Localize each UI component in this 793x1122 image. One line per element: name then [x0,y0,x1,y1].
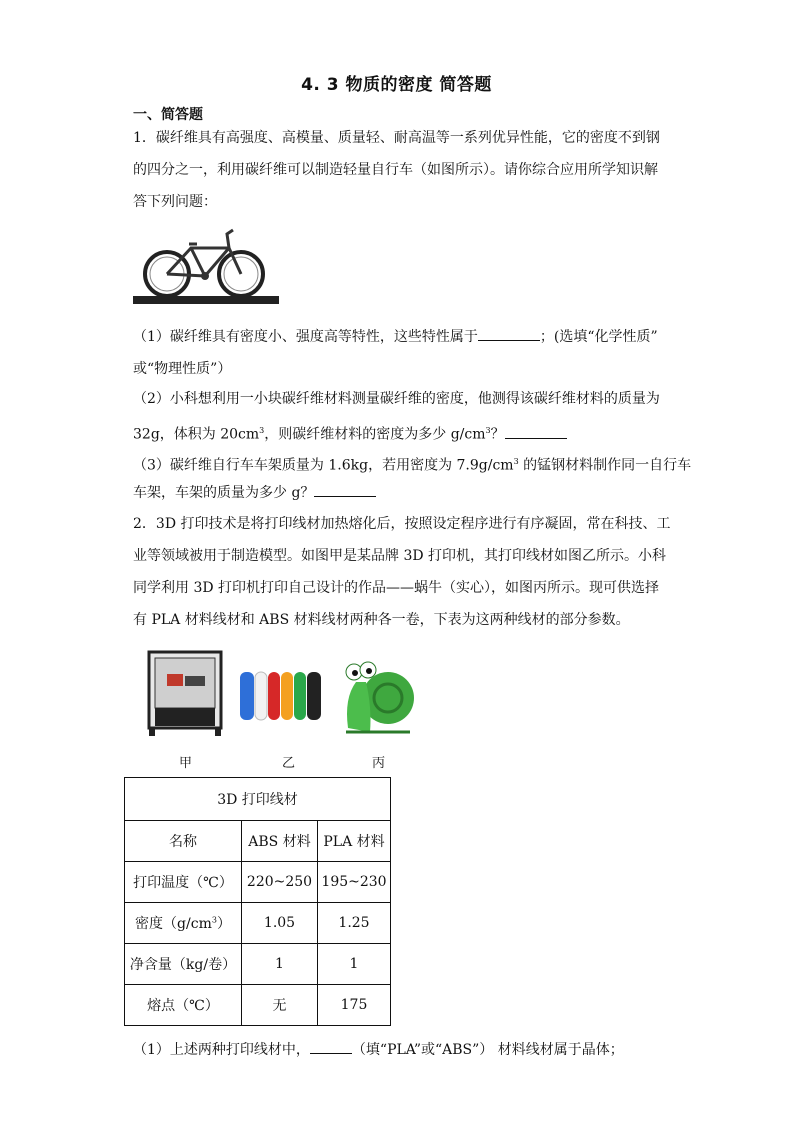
table-cell: 密度$(g/cm^3)$ [125,903,242,944]
table-cell: 净含量（kg/卷） [125,944,242,985]
table-cell: 175 [318,985,391,1026]
figure-caption-bing: 丙 [372,756,386,771]
question-1-part-3-cont: 车架，车架的质量为多少 g？ [133,477,661,509]
text-line: 的四分之一，利用碳纤维可以制造轻量自行车（如图所示）。请你综合应用所学知识解 [133,162,658,178]
table-cell: 1 [318,944,391,985]
table-row [125,862,391,903]
figure-caption-yi: 乙 [282,756,296,771]
3d-printer-image [145,648,225,740]
text-line: 答下列问题： [133,194,217,210]
table-cell: 1.25 [318,903,391,944]
table-row [125,985,391,1026]
table-header-cell: 名称 [125,821,242,862]
filament-spools-image [238,668,330,724]
question-1-part-2: （2）小科想利用一小块碳纤维材料测量碳纤维的密度，他测得该碳纤维材料的质量为 [133,391,660,407]
question-1-part-3: （3）碳纤维自行车车架质量为 1.6kg，若用密度为 $7.9g/cm^3$ 的锰钢材料制作同一自行车 [133,457,692,474]
text-line: 业等领域被用于制造模型。如图甲是某品牌 3D 打印机，其打印线材如图乙所示。小科 [133,548,667,564]
question-1-intro [133,122,661,218]
section-heading: 一、简答题 [133,107,203,123]
filament-parameter-table [124,777,391,1026]
table-cell: 1 [242,944,318,985]
table-cell: 1.05 [242,903,318,944]
table-cell: 195~230 [318,862,391,903]
question-1-part-2-cont: 32g，体积为 $20cm^3$，则碳纤维材料的密度为多少 $g/cm^3$？ [133,415,661,451]
text-line: 2．3D 打印技术是将打印线材加热熔化后，按照设定程序进行有序凝固，常在科技、工 [133,516,671,532]
page-title: 4. 3 物质的密度 简答题 [301,75,492,95]
figure-caption-jia: 甲 [179,756,193,771]
question-1-part-1-cont: 或“物理性质”） [133,361,232,377]
table-caption: 3D 打印线材 [125,778,391,821]
answer-blank[interactable] [505,424,567,439]
answer-blank[interactable] [314,482,376,497]
table-cell: 无 [242,985,318,1026]
table-header-cell: ABS 材料 [242,821,318,862]
question-1-part-1: （1）碳纤维具有密度小、强度高等特性，这些特性属于 ；(选填“化学性质” [133,321,661,353]
table-header-cell: PLA 材料 [318,821,391,862]
table-cell: 熔点（℃） [125,985,242,1026]
question-2-part-1: （1）上述两种打印线材中， （填“PLA”或“ABS”） 材料线材属于晶体； [133,1034,661,1066]
text-line: 1．碳纤维具有高强度、高模量、质量轻、耐高温等一系列优异性能，它的密度不到钢 [133,130,660,146]
text-line: 有 PLA 材料线材和 ABS 材料线材两种各一卷，下表为这两种线材的部分参数。 [133,612,630,628]
text-line: 同学利用 3D 打印机打印自己设计的作品——蜗牛（实心），如图丙所示。现可供选择 [133,580,660,596]
carbon-bicycle-image [133,226,279,306]
table-caption-row [125,778,391,821]
table-cell: 220~250 [242,862,318,903]
table-cell: 打印温度（℃） [125,862,242,903]
table-row [125,944,391,985]
answer-blank[interactable] [478,326,540,341]
table-row [125,903,391,944]
snail-model-image [340,658,416,738]
table-header-row [125,821,391,862]
answer-blank[interactable] [310,1039,352,1054]
question-2-intro [133,508,671,636]
